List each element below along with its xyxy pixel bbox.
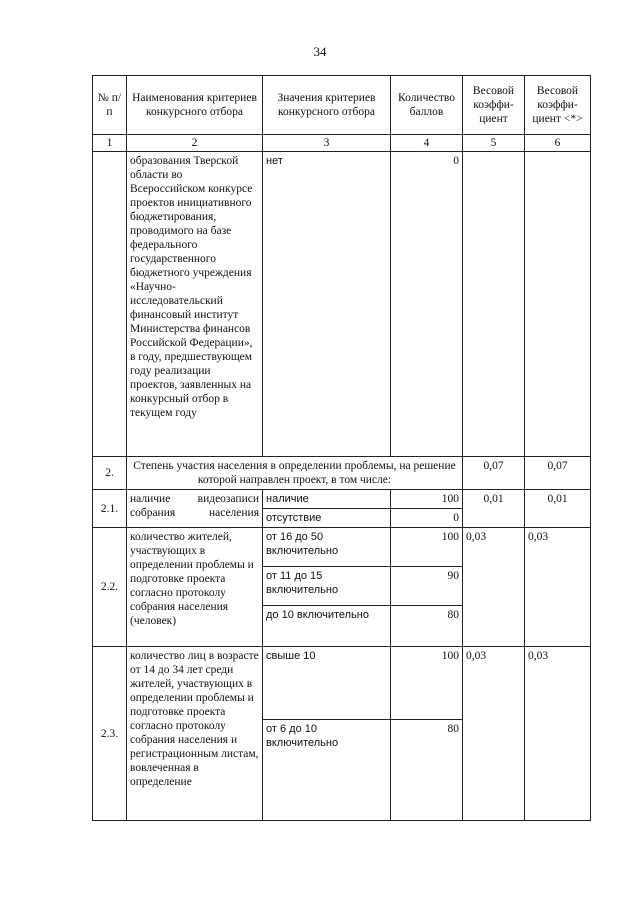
header-weight-star: Весовой коэффи-циент <*> [525,76,591,135]
weight-star: 0,03 [525,647,591,821]
points: 100 [391,490,463,509]
section-title: Степень участия населения в определении проблемы, на решение которой направлен проект, в том числе: [127,457,463,490]
weight-star: 0,01 [525,490,591,528]
header-weight: Весовой коэффи-циент [463,76,525,135]
row-number: 2.3. [93,647,127,821]
criteria-name: образования Тверской области во Всероссийском конкурсе проектов инициативного бюджетирования, проводимого на базе федерального государственного бюджетного учреждения «Научно-исследовательский финансовый институт Министерства финансов Российской Федерации», в году, предшествующем году реализации проектов, заявленных на конкурсный отбор в текущем году [127,152,263,457]
header-row [93,76,591,135]
criteria-table [92,75,591,821]
weight-star [525,152,591,457]
criteria-value: свыше 10 [263,647,391,720]
table-row [93,490,591,509]
header-number: № п/п [93,76,127,135]
criteria-value: до 10 включительно [263,606,391,647]
criteria-name: количество лиц в возрасте от 14 до 34 лет среди жителей, участвующих в определении проблемы и подготовке проекта согласно протоколу собрания населения и регистрационным листам, вовлеченная в определение [127,647,263,821]
criteria-value: отсутствие [263,509,391,528]
points: 100 [391,647,463,720]
column-number-row [93,135,591,152]
weight: 0,01 [463,490,525,528]
weight-star: 0,03 [525,528,591,647]
criteria-value: наличие [263,490,391,509]
points: 0 [391,152,463,457]
criteria-value: нет [263,152,391,457]
criteria-name: наличие видеозаписи собрания населения [127,490,263,528]
weight: 0,03 [463,528,525,647]
column-number: 4 [391,135,463,152]
criteria-value: от 16 до 50 включительно [263,528,391,567]
criteria-value: от 11 до 15 включительно [263,567,391,606]
page-number: 34 [313,44,327,59]
table-row [93,152,591,457]
weight [463,152,525,457]
weight-star: 0,07 [525,457,591,490]
header-criteria-value: Значения критериев конкурсного отбора [263,76,391,135]
header-points: Количество баллов [391,76,463,135]
criteria-name: количество жителей, участвующих в определении проблемы и подготовке проекта согласно протоколу собрания населения (человек) [127,528,263,647]
column-number: 2 [127,135,263,152]
column-number: 1 [93,135,127,152]
weight: 0,03 [463,647,525,821]
table-row [93,457,591,490]
table-row [93,528,591,567]
points: 0 [391,509,463,528]
row-number: 2. [93,457,127,490]
column-number: 6 [525,135,591,152]
points: 80 [391,720,463,821]
points: 90 [391,567,463,606]
column-number: 3 [263,135,391,152]
criteria-value: от 6 до 10 включительно [263,720,391,821]
row-number: 2.1. [93,490,127,528]
column-number: 5 [463,135,525,152]
row-number [93,152,127,457]
points: 80 [391,606,463,647]
header-criteria-name: Наименования критериев конкурсного отбора [127,76,263,135]
row-number: 2.2. [93,528,127,647]
table-row [93,647,591,720]
weight: 0,07 [463,457,525,490]
points: 100 [391,528,463,567]
